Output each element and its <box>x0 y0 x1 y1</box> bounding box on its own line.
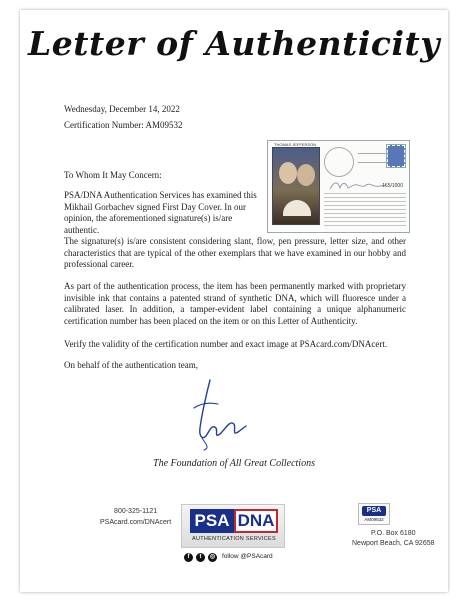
certification-number: Certification Number: AM09532 <box>64 120 183 130</box>
paragraph-authentication-process: As part of the authentication process, the item has been permanently marked with proprietary invisible ink that contains a patented strand of synthetic DNA, which will fluoresce under a calibrated laser. In addition, a tamper-evident label containing a unique alphanumeric certification number has been placed on the item or on this Letter of Authenticity. <box>64 281 406 326</box>
authenticator-signature <box>180 378 250 453</box>
social-follow <box>182 552 286 564</box>
logo-subtitle: AUTHENTICATION SERVICES <box>191 536 276 542</box>
label-certification-number: AM09532 <box>364 517 384 522</box>
first-day-cover-image <box>267 140 410 233</box>
salutation: To Whom It May Concern: <box>64 170 162 180</box>
portrait-face <box>297 164 315 186</box>
letter-title: Letter of Authenticity <box>28 24 440 63</box>
monticello-dome <box>283 200 311 216</box>
cover-signature <box>328 179 388 193</box>
phone-number: 800-325-1121 <box>114 508 158 515</box>
logo-dna: DNA <box>234 509 278 533</box>
contact-left <box>100 506 171 528</box>
paragraph-characteristics: The signature(s) is/are consistent considering slant, flow, pen pressure, letter size, and other characteristics that are typical of the other exemplars that we have examined in our hobby and professional career. <box>64 236 406 269</box>
social-handle[interactable]: follow @PSAcard <box>222 553 273 560</box>
tamper-evident-label <box>358 503 390 525</box>
paragraph-closing: On behalf of the authentication team, <box>64 360 198 370</box>
cover-description-text <box>324 193 406 227</box>
paragraph-examination: PSA/DNA Authentication Services has examined this Mikhail Gorbachev signed First Day Cover. In our opinion, the aforementioned signature(s) is/are authentic. <box>64 190 257 235</box>
edition-number: 165/1000 <box>382 183 403 189</box>
postage-stamp <box>387 145 405 167</box>
website-link[interactable]: PSAcard.com/DNAcert <box>100 519 172 526</box>
psa-dna-logo <box>181 504 285 548</box>
cover-artwork <box>272 147 320 225</box>
label-psa-logo: PSA <box>362 506 386 516</box>
postmark-circle <box>324 147 354 177</box>
po-box: P.O. Box 6180 <box>370 530 416 537</box>
city-address: Newport Beach, CA 92658 <box>352 540 435 547</box>
twitter-icon[interactable]: t <box>196 553 205 562</box>
cover-art-title: THOMAS JEFFERSON <box>274 142 317 147</box>
paragraph-verify: Verify the validity of the certification number and exact image at PSAcard.com/DNAcert. <box>64 339 388 349</box>
foundation-tagline: The Foundation of All Great Collections <box>153 458 315 469</box>
letter-date: Wednesday, December 14, 2022 <box>64 104 180 114</box>
postmark-lines <box>358 153 388 163</box>
instagram-icon[interactable]: ◎ <box>209 554 216 560</box>
portrait-face <box>279 162 297 184</box>
contact-right <box>352 529 435 549</box>
facebook-icon[interactable]: f <box>184 553 193 562</box>
logo-psa: PSA <box>190 509 234 533</box>
letter-page <box>20 10 448 592</box>
